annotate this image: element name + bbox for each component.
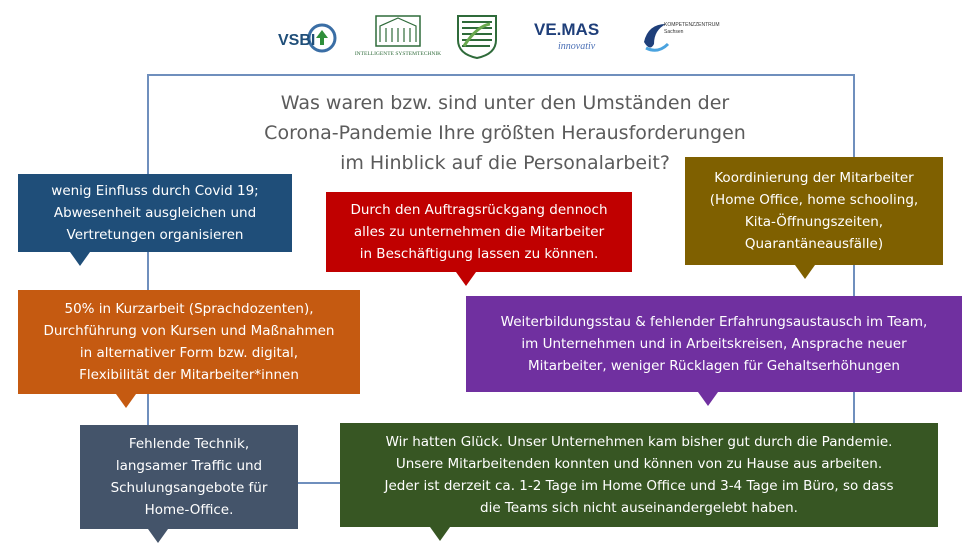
callout-red [326,192,632,272]
svg-text:VE.MAS: VE.MAS [534,20,600,39]
callout-line: Abwesenheit ausgleichen und [53,205,257,221]
logo-row [270,8,720,66]
callout-line: Mitarbeiter, weniger Rücklagen für Gehaltserhöhungen [528,358,900,374]
callout-line: Flexibilität der Mitarbeiter*innen [79,367,299,383]
callout-line: Vertretungen organisieren [66,227,244,243]
callout-line: in Beschäftigung lassen zu können. [359,246,599,262]
callout-purple [466,296,962,392]
callout-line: Wir hatten Glück. Unser Unternehmen kam bisher gut durch die Pandemie. [385,434,893,450]
callout-slate [80,425,298,529]
callout-line: im Unternehmen und in Arbeitskreisen, Ansprache neuer [521,336,907,352]
callout-line: in alternativer Form bzw. digital, [79,345,299,361]
svg-text:VSBI: VSBI [278,32,316,49]
saxony-crest-logo [454,12,500,60]
callout-line: Durchführung von Kursen und Maßnahmen [43,323,335,339]
callout-line: Jeder ist derzeit ca. 1-2 Tage im Home Office und 3-4 Tage im Büro, so dass [384,478,894,494]
callout-line: 50% in Kurzarbeit (Sprachdozenten), [64,301,314,317]
callout-line: alles zu unternehmen die Mitarbeiter [353,224,605,240]
svg-text:Sachsen: Sachsen [664,29,684,35]
vemas-logo [532,18,612,54]
callout-line: wenig Einfluss durch Covid 19; [51,183,259,199]
svg-text:KOMPETENZZENTRUM: KOMPETENZZENTRUM [664,22,720,28]
callout-line: Durch den Auftragsrückgang dennoch [350,202,608,218]
callout-line: (Home Office, home schooling, [709,192,919,208]
callout-line: langsamer Traffic und [115,458,263,474]
svg-text:innovativ: innovativ [558,41,596,52]
callout-line: Unsere Mitarbeitenden konnten und können von zu Hause aus arbeiten. [395,456,883,472]
question-line-1: Was waren bzw. sind unter den Umständen der [280,92,730,114]
institute-logo [354,12,442,64]
callout-line: Koordinierung der Mitarbeiter [714,170,914,186]
question-line-3: im Hinblick auf die Personalarbeit? [340,152,670,174]
callout-blue [18,174,292,252]
callout-line: Home-Office. [144,502,234,518]
callout-line: Kita-Öffnungszeiten, [744,214,884,230]
callout-line: Schulungsangebote für [110,480,268,496]
callout-orange [18,290,360,394]
callout-olive [685,157,943,265]
callout-green [340,423,938,527]
vsbi-logo [278,18,340,58]
callout-line: Weiterbildungsstau & fehlender Erfahrungsaustausch im Team, [500,314,928,330]
callout-line: die Teams sich nicht auseinandergelebt haben. [480,500,798,516]
question-line-2: Corona-Pandemie Ihre größten Herausforderungen [264,122,746,144]
svg-text:INTELLIGENTE SYSTEMTECHNIK: INTELLIGENTE SYSTEMTECHNIK [354,51,442,57]
kompetenzzentrum-logo [640,16,720,56]
callout-line: Quarantäneausfälle) [744,236,884,252]
callout-line: Fehlende Technik, [128,436,250,452]
